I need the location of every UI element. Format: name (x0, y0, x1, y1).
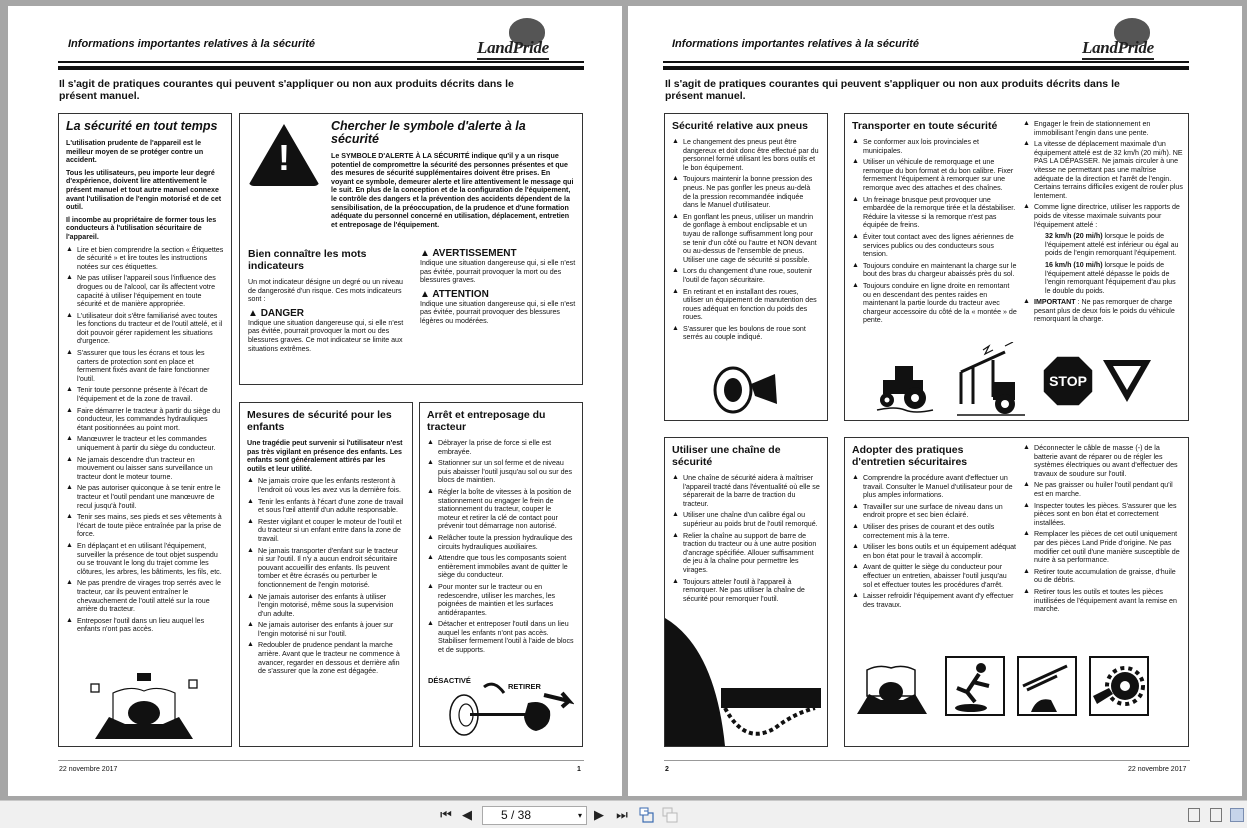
list-item: ▲ Lors du changement d'une roue, soutenir l'outil de façon sécuritaire. (672, 267, 820, 284)
section-symbole-alerte: ! Chercher le symbole d'alerte à la sécurité Le SYMBOLE D'ALERTE À LA SÉCURITÉ indique qu'il y a un risque potentiel de compromettre la sécurité des personnes présentes et que des mesures de sécurité supplémentaires doivent être prises. En voyant ce symbole, demeurer alerte et lire attentivement le message qui le suit. En plus de la conception et de la configuration de l'équipement, le contrôle des dangers et la prévention des accidents dépendent de la sensibilisation, de la préoccupation, de la prudence et d'une formation adéquate du personnel concerné en utilisation, déplacement, entretien et entreposage de l'équipement. Bien connaître les mots indicateurs Un mot indicateur désigne un degré ou un niveau de dangerosité d'un risque. Ces mots indicateurs sont : ▲ DANGER Indique une situation dangereuse qui, si elle n'est pas évitée, pourrait provoquer la mort ou des blessures graves. Ce mot indicateur se limite aux situations extrêmes. ▲ AVERTISSEMENT Indique une situation dangereuse qui, si elle n'est pas évitée, pourrait provoquer la mort ou des blessures graves. ▲ ATTENTION Indique une situation dangereuse qui, si elle n'est pas évitée, pourrait provoquer des blessures légères ou modérées. (239, 113, 583, 385)
list-item: ▲ Attendre que tous les composants soient entièrement immobiles avant de quitter le siège du conducteur. (427, 554, 575, 580)
header-rule (663, 61, 1189, 63)
tire-inflation-icon (705, 364, 785, 414)
section-title: Bien connaître les mots indicateurs (248, 248, 367, 272)
list-item: ▲ Débrayer la prise de force si elle est embrayée. (427, 439, 575, 456)
section-title: Utiliser une chaîne de sécurité (672, 444, 781, 468)
list-item: ▲ Le changement des pneus peut être dangereux et doit donc être effectué par du personnel formé utilisant les bons outils et le bon équipement. (672, 138, 820, 172)
page-header-title: Informations importantes relatives à la sécurité (672, 38, 919, 50)
list-item: ▲ IMPORTANT : Ne pas remorquer de charge pesant plus de deux fois le poids du véhicule remorquant la charge. (1023, 298, 1183, 324)
list-item: ▲ Ne jamais croire que les enfants resteront à l'endroit où vous les avez vus la dernière fois. (247, 477, 405, 494)
section-entretien (844, 437, 1189, 747)
last-page-icon: ⏭ (616, 807, 628, 822)
crush-hazard-icon (1017, 656, 1077, 716)
list-item: ▲ L'utilisateur doit s'être familiarisé avec toutes les fonctions du tracteur et de l'outil attelé, et il doit pouvoir gérer rapidement les situations d'urgence. (66, 312, 224, 346)
list-item: ▲ Ne pas utiliser l'appareil sous l'influence des drogues ou de l'alcool, car ils affectent votre capacité à utiliser l'équipement en toute sécurité et de manière appropriée. (66, 274, 224, 308)
list-item: ▲ Ne jamais descendre d'un tracteur en mouvement ou laisser sans surveillance un tracteur dont le moteur tourne. (66, 456, 224, 482)
list-item: ▲ Comme ligne directrice, utiliser les rapports de poids de vitesse maximale suivants pour l'équipement attelé : (1023, 203, 1183, 229)
tractor-slope-icon (875, 354, 935, 414)
list-item: ▲ Inspecter toutes les pièces. S'assurer que les pièces sont en bon état et correctement installées. (1023, 502, 1183, 528)
warning-triangle-icon: ▲ (420, 248, 430, 259)
list-item: ▲ S'assurer que tous les écrans et tous les carters de protection sont en place et fermement fixés avant de faire fonctionner l'outil. (66, 349, 224, 383)
list-item: ▲ Tenir ses mains, ses pieds et ses vêtements à l'écart de toute pièce entraînée par la prise de force. (66, 513, 224, 539)
list-item: ▲ Lire et bien comprendre la section « Étiquettes de sécurité » et lire toutes les instructions notées sur ces étiquettes. (66, 246, 224, 272)
page-number-select[interactable] (482, 806, 587, 825)
list-item: ▲ Faire démarrer le tracteur à partir du siège du conducteur, les commandes hydrauliques étant positionnées au point mort. (66, 407, 224, 433)
list-item: ▲ Utiliser un véhicule de remorquage et une remorque du bon format et du bon calibre. Fixer fermement l'équipement à remorquer sur une remorque avec des attaches et des chaînes. (852, 158, 1017, 192)
single-page-view-button[interactable] (1188, 808, 1200, 822)
list-item: ▲ Un freinage brusque peut provoquer une embardée de la remorque tirée et la déstabiliser. Réduire la vitesse si la remorque n'est pas équipée de freins. (852, 196, 1017, 230)
list-item: ▲ Manœuvrer le tracteur et les commandes uniquement à partir du siège du conducteur. (66, 435, 224, 452)
header-rule-thick (663, 66, 1189, 70)
warning-triangle-icon: ▲ (420, 288, 430, 300)
power-line-hazard-icon (953, 342, 1028, 417)
list-item: ▲ Stationner sur un sol ferme et de niveau puis abaisser l'outil jusqu'au sol ou sur des blocs de maintien. (427, 459, 575, 485)
list-item: ▲ Régler la boîte de vitesses à la position de stationnement ou engager le frein de stationnement du tracteur, couper le moteur et retirer la clé de contact pour prévenir tout démarrage non autorisé. (427, 488, 575, 531)
svg-text:STOP: STOP (1049, 373, 1087, 389)
header-rule (58, 61, 584, 63)
list-item: ▲ Retirer toute accumulation de graisse, d'huile ou de débris. (1023, 568, 1183, 585)
list-item: ▲ Éviter tout contact avec des lignes aériennes de services publics ou des conducteurs sous tension. (852, 233, 1017, 259)
list-subitem: 16 km/h (10 mi/h) lorsque le poids de l'équipement attelé dépasse le poids de l'engin remorquant l'équipement d'au plus le double du poids. (1045, 260, 1176, 295)
land-pride-logo: LandPride (1078, 18, 1188, 60)
list-item: ▲ Ne pas autoriser quiconque à se tenir entre le tracteur et l'outil pendant une manœuvre de recul jusqu'à l'outil. (66, 484, 224, 510)
previous-view-icon (639, 807, 655, 823)
list-item: ▲ En gonflant les pneus, utiliser un mandrin de gonflage à embout enclipsable et un tuyau de rallonge suffisamment long pour se tenir d'un côté ou l'autre et NON devant ou au-dessus de l'ensemble de pneus. Utiliser une cage de sécurité si possible. (672, 213, 820, 265)
footer-rule (58, 760, 584, 761)
list-item: ▲ Se conformer aux lois provinciales et municipales. (852, 138, 1017, 155)
list-item: ▲ Ne jamais autoriser des enfants à jouer sur l'engin motorisé ni sur l'outil. (247, 621, 405, 638)
list-item: ▲ Toujours maintenir la bonne pression des pneus. Ne pas gonfler les pneus au-delà de la pression recommandée indiquée dans le Manuel d'utilisateur. (672, 175, 820, 209)
section-title: Mesures de sécurité pour les enfants (247, 409, 392, 433)
previous-page-button[interactable] (460, 807, 474, 823)
land-pride-logo: LandPride (473, 18, 583, 60)
section-title: Adopter des pratiques d'entretien sécuritaires (852, 444, 968, 468)
viewer-toolbar (0, 800, 1247, 828)
section-title: Transporter en toute sécurité (852, 120, 998, 132)
page-number-value: 5 / 38 (501, 808, 532, 822)
warning-triangle-icon: ▲ (248, 307, 258, 319)
page-1 (8, 6, 622, 796)
list-item: ▲ Engager le frein de stationnement en immobilisant l'engin dans une pente. (1023, 120, 1183, 137)
section-title: Sécurité relative aux pneus (672, 120, 808, 132)
continuous-view-button[interactable] (1210, 808, 1222, 822)
list-item: ▲ Utiliser les bons outils et un équipement adéquat en bon état pour le travail à accomplir. (852, 543, 1017, 560)
ignition-key-illustration: DÉSACTIVÉ RETIRER (424, 675, 574, 739)
attention-heading: ▲ ATTENTION (420, 288, 489, 300)
list-item: ▲ Laisser refroidir l'équipement avant d'y effectuer des travaux. (852, 592, 1017, 609)
safety-alert-icon: ! (240, 114, 330, 214)
list-item: ▲ Utiliser des prises de courant et des outils correctement mis à la terre. (852, 523, 1017, 540)
list-item: ▲ Détacher et entreposer l'outil dans un lieu auquel les enfants n'ont pas accès. Stabiliser fermement l'outil à l'aide de blocs et de supports. (427, 620, 575, 654)
intro-text: Il s'agit de pratiques courantes qui peuvent s'appliquer ou non aux produits décrits dans le présent manuel. (59, 78, 514, 102)
list-item: ▲ Travailler sur une surface de niveau dans un endroit propre et sec bien éclairé. (852, 503, 1017, 520)
list-item: ▲ Entreposer l'outil dans un lieu auquel les enfants n'ont pas accès. (66, 617, 224, 634)
footer-date: 22 novembre 2017 (59, 766, 118, 773)
page-number: 1 (577, 766, 581, 773)
list-item: ▲ Ne jamais autoriser des enfants à utiliser l'engin motorisé, même sous la supervision d'un adulte. (247, 593, 405, 619)
list-item: ▲ Toujours atteler l'outil à l'appareil à remorquer. Ne pas utiliser la chaîne de sécurité pour remorquer l'outil. (672, 578, 820, 604)
chevron-down-icon: ▾ (577, 811, 582, 820)
list-item: ▲ Tenir toute personne présente à l'écart de l'équipement et de la zone de travail. (66, 386, 224, 403)
last-page-button[interactable] (614, 807, 630, 823)
two-page-view-button[interactable] (1230, 808, 1244, 822)
list-item: ▲ La vitesse de déplacement maximale d'un équipement attelé est de 32 km/h (20 mi/h). NE PAS LA DÉPASSER. Ne jamais circuler à une vitesse ne permettant pas une maîtrise adéquate de la direction et l'arrêt de l'engin. Certains terrains difficiles exigent de rouler plus lentement. (1023, 140, 1183, 200)
footer-date: 22 novembre 2017 (1128, 766, 1187, 773)
list-item: ▲ Comprendre la procédure avant d'effectuer un travail. Consulter le Manuel d'utilisateur pour de plus amples informations. (852, 474, 1017, 500)
list-item: ▲ Toujours conduire en ligne droite en remontant ou en descendant des pentes raides en maintenant la partie lourde du tracteur avec chargeur accessoire du côté de la « montée » de pente. (852, 282, 1017, 325)
list-item: ▲ Déconnecter le câble de masse (-) de la batterie avant de réparer ou de régler les systèmes électriques ou avant d'effectuer des travaux de soudure sur l'outil. (1023, 444, 1183, 478)
page-2 (628, 6, 1242, 796)
stop-sign-icon (1041, 354, 1095, 408)
read-manual-icon (853, 656, 933, 716)
list-item: ▲ Relâcher toute la pression hydraulique des circuits hydrauliques auxiliaires. (427, 534, 575, 551)
list-item: ▲ Pour monter sur le tracteur ou en redescendre, utiliser les marches, les poignées de maintien et les surfaces antidérapantes. (427, 583, 575, 617)
header-rule-thick (58, 66, 584, 70)
first-page-button[interactable] (438, 807, 454, 823)
gear-entanglement-icon (1089, 656, 1149, 716)
safety-chain-illustration (665, 618, 827, 746)
section-title: La sécurité en tout temps (66, 119, 218, 133)
reading-manual-icon (85, 669, 205, 739)
go-back-view-button[interactable] (639, 807, 655, 823)
section-securite-enfants: Mesures de sécurité pour les enfants Une tragédie peut survenir si l'utilisateur n'est pas très vigilant en présence des enfants. Les enfants sont généralement attirés par les outils et leur utilité. ▲ Ne jamais croire que les enfants resteront à l'endroit où vous les avez vus la dernière fois. ▲ Tenir les enfants à l'écart d'une zone de travail et sous l'œil attentif d'un adulte responsable. ▲ Rester vigilant et couper le moteur de l'outil et du tracteur si un enfant entre dans la zone de travail. ▲ Ne jamais transporter d'enfant sur le tracteur ni sur l'outil. Il n'y a aucun endroit sécuritaire pouvant accueillir des enfants. Ils peuvent tomber et être écrasés ou perturber le fonctionnement de l'engin motorisé. ▲ Ne jamais autoriser des enfants à utiliser l'engin motorisé, même sous la supervision d'un adulte. ▲ Ne jamais autoriser des enfants à jouer sur l'engin motorisé ni sur l'outil. ▲ Redoubler de prudence pendant la marche arrière. Avant que le tracteur ne commence à avancer, regarder en dessous et derrière afin de s'assurer que la zone est dégagée. (239, 402, 413, 747)
list-item: ▲ Relier la chaîne au support de barre de traction du tracteur ou à une autre position d'ancrage spécifiée. Allouer suffisamment de jeu à la chaîne pour permettre les virages. (672, 532, 820, 575)
section-transport (844, 113, 1189, 421)
next-page-button[interactable] (592, 807, 606, 823)
section-title: Arrêt et entreposage du tracteur (427, 409, 546, 433)
next-view-icon (662, 807, 678, 823)
list-item: ▲ Retirer tous les outils et toutes les pièces inutilisées de l'équipement avant la remise en marche. (1023, 588, 1183, 614)
danger-heading: ▲ DANGER (248, 307, 305, 319)
go-forward-view-button[interactable] (662, 807, 678, 823)
list-item: ▲ Toujours conduire en maintenant la charge sur le bout des bras du chargeur abaissés près du sol. (852, 262, 1017, 279)
section-securite-tout-temps: La sécurité en tout temps L'utilisation prudente de l'appareil est le meilleur moyen de se protéger contre un accident. Tous les utilisateurs, peu importe leur degré d'expérience, doivent lire attentivement le présent manuel et tout autre manuel connexe avant l'utilisation de l'engin motorisé et de cet outil. Il incombe au propriétaire de former tous les conducteurs à l'utilisation sécuritaire de l'appareil. ▲ Lire et bien comprendre la section « Étiquettes de sécurité » et lire toutes les instructions notées sur ces étiquettes. ▲ Ne pas utiliser l'appareil sous l'influence des drogues ou de l'alcool, car ils affectent votre capacité à utiliser l'équipement en toute sécurité et de manière appropriée. ▲ L'utilisateur doit s'être familiarisé avec toutes les fonctions du tracteur et de l'outil attelé, et il doit pouvoir gérer rapidement les situations d'urgence. ▲ S'assurer que tous les écrans et tous les carters de protection sont en place et fermement fixés avant de faire fonctionner l'outil. ▲ Tenir toute personne présente à l'écart de l'équipement et de la zone de travail. ▲ Faire démarrer le tracteur à partir du siège du conducteur, les commandes hydrauliques étant positionnées au point mort. ▲ Manœuvrer le tracteur et les commandes uniquement à partir du siège du conducteur. ▲ Ne jamais descendre d'un tracteur en mouvement ou laisser sans surveillance un tracteur dont le moteur tourne. ▲ Ne pas autoriser quiconque à se tenir entre le tracteur et l'outil pendant une manœuvre de recul jusqu'à l'outil. ▲ Tenir ses mains, ses pieds et ses vêtements à l'écart de toute pièce entraînée par la prise de force. ▲ En déplaçant et en utilisant l'équipement, surveiller la présence de tout objet suspendu ou se trouvant le long du trajet comme les clôtures, les arbres, les bâtiments, les fils, etc. ▲ Ne pas prendre de virages trop serrés avec le tracteur, car ils peuvent entraîner le chevauchement de l'outil attelé sur la roue arrière du tracteur. ▲ Entreposer l'outil dans un lieu auquel les enfants n'ont pas accès. (58, 113, 232, 747)
page-header-title: Informations importantes relatives à la sécurité (68, 38, 315, 50)
page-number: 2 (665, 766, 669, 773)
list-item: ▲ Rester vigilant et couper le moteur de l'outil et du tracteur si un enfant entre dans la zone de travail. (247, 518, 405, 544)
section-arret-entreposage (419, 402, 583, 747)
avertissement-heading: ▲ AVERTISSEMENT (420, 248, 517, 259)
list-item: ▲ Ne jamais transporter d'enfant sur le tracteur ni sur l'outil. Il n'y a aucun endroit sécuritaire pouvant accueillir des enfants. Ils peuvent tomber et être écrasés ou perturber le fonctionnement de l'engin motorisé. (247, 547, 405, 590)
list-item: ▲ Tenir les enfants à l'écart d'une zone de travail et sous l'œil attentif d'un adulte responsable. (247, 498, 405, 515)
footer-rule (664, 760, 1190, 761)
section-title: Chercher le symbole d'alerte à la sécurité (331, 119, 526, 146)
list-item: ▲ Redoubler de prudence pendant la marche arrière. Avant que le tracteur ne commence à avancer, regarder en dessous et derrière afin de s'assurer que la zone est dégagée. (247, 641, 405, 675)
list-item: ▲ Ne pas graisser ou huiler l'outil pendant qu'il est en marche. (1023, 481, 1183, 498)
previous-page-icon: ◀ (462, 807, 472, 822)
list-item: ▲ Utiliser une chaîne d'un calibre égal ou supérieur au poids brut de l'outil remorqué. (672, 511, 820, 528)
list-subitem: 32 km/h (20 mi/h) lorsque le poids de l'équipement attelé est inférieur ou égal au poids de l'engin remorquant l'équipement. (1045, 232, 1179, 258)
list-item: ▲ Ne pas prendre de virages trop serrés avec le tracteur, car ils peuvent entraîner le chevauchement de l'outil attelé sur la roue arrière du tracteur. (66, 579, 224, 613)
list-item: ▲ Avant de quitter le siège du conducteur pour effectuer un entretien, abaisser l'outil jusqu'au sol et effectuer toutes les procédures d'arrêt. (852, 563, 1017, 589)
section-securite-pneus (664, 113, 828, 421)
next-page-icon: ▶ (594, 807, 604, 822)
intro-text: Il s'agit de pratiques courantes qui peuvent s'appliquer ou non aux produits décrits dans le présent manuel. (665, 78, 1120, 102)
list-item: ▲ Remplacer les pièces de cet outil uniquement par des pièces Land Pride d'origine. Ne pas modifier cet outil d'une manière susceptible de nuire à sa performance. (1023, 530, 1183, 564)
yield-sign-icon (1101, 358, 1153, 404)
first-page-icon: ⏮ (440, 807, 452, 822)
section-chaine-securite (664, 437, 828, 747)
list-item: ▲ En déplaçant et en utilisant l'équipement, surveiller la présence de tout objet suspendu ou se trouvant le long du trajet comme les clôtures, les arbres, les bâtiments, les fils, etc. (66, 542, 224, 576)
slip-hazard-icon (945, 656, 1005, 716)
list-item: ▲ S'assurer que les boulons de roue sont serrés au couple indiqué. (672, 325, 820, 342)
list-item: ▲ En retirant et en installant des roues, utiliser un équipement de manutention des roues adéquat en fonction du poids des roues. (672, 288, 820, 322)
list-item: ▲ Une chaîne de sécurité aidera à maîtriser l'appareil tracté dans l'éventualité où elle se séparerait de la barre de traction du tracteur. (672, 474, 820, 508)
